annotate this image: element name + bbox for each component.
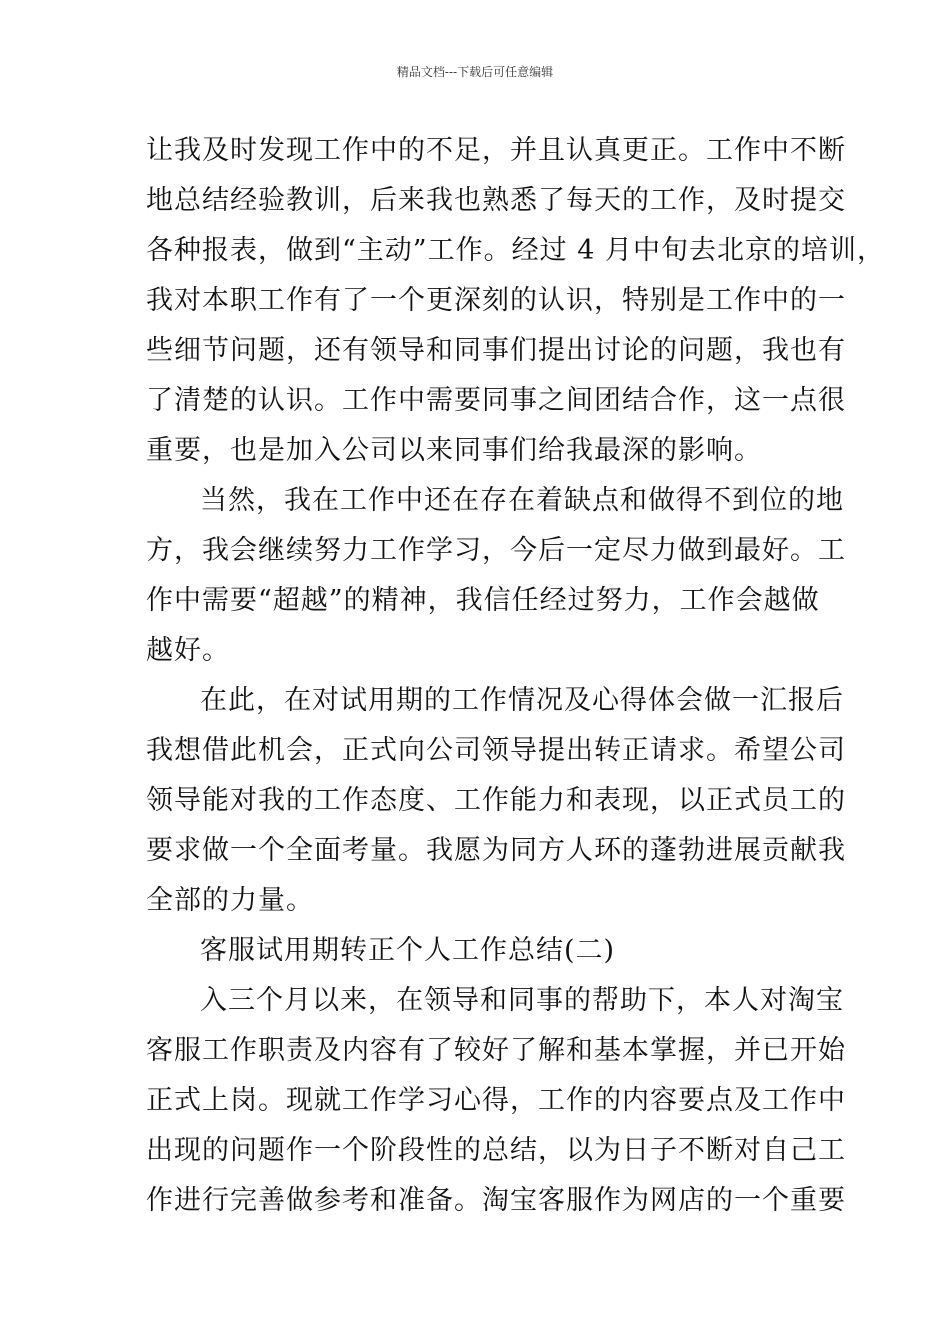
text-line: 在此，在对试用期的工作情况及心得体会做一汇报后 <box>200 685 844 716</box>
text-line: 客服工作职责及内容有了较好了解和基本掌握，并已开始 <box>146 1035 846 1066</box>
text-line: 入三个月以来，在领导和同事的帮助下，本人对淘宝 <box>200 985 844 1016</box>
document-body <box>146 126 885 1226</box>
text-line: 方，我会继续努力工作学习，今后一定尽力做到最好。工 <box>146 535 846 566</box>
text-line: 正式上岗。现就工作学习心得，工作的内容要点及工作中 <box>146 1085 846 1116</box>
section-heading: 客服试用期转正个人工作总结(二) <box>200 935 616 966</box>
text-line: 作中需要“超越”的精神，我信任经过努力，工作会越做 <box>146 585 820 616</box>
text-line: 作进行完善做参考和准备。淘宝客服作为网店的一个重要 <box>146 1185 846 1216</box>
text-line: 让我及时发现工作中的不足，并且认真更正。工作中不断 <box>146 135 846 166</box>
text-line: 全部的力量。 <box>146 885 314 916</box>
text-line: 当然，我在工作中还在存在着缺点和做得不到位的地 <box>200 485 844 516</box>
text-line: 领导能对我的工作态度、工作能力和表现，以正式员工的 <box>146 785 846 816</box>
text-line: 要求做一个全面考量。我愿为同方人环的蓬勃进展贡献我 <box>146 835 846 866</box>
text-line: 了清楚的认识。工作中需要同事之间团结合作，这一点很 <box>146 385 846 416</box>
text-line: 些细节问题，还有领导和同事们提出讨论的问题，我也有 <box>146 335 846 366</box>
text-line: 重要，也是加入公司以来同事们给我最深的影响。 <box>146 435 762 466</box>
text-line: 我想借此机会，正式向公司领导提出转正请求。希望公司 <box>146 735 846 766</box>
page-header: 精品文档---下载后可任意编辑 <box>396 65 554 79</box>
text-line: 出现的问题作一个阶段性的总结，以为日子不断对自己工 <box>146 1135 846 1166</box>
text-line: 地总结经验教训，后来我也熟悉了每天的工作，及时提交 <box>146 185 846 216</box>
text-line: 我对本职工作有了一个更深刻的认识，特别是工作中的一 <box>146 285 846 316</box>
text-line: 各种报表，做到“主动”工作。经过 4 月中旬去北京的培训， <box>146 235 885 266</box>
text-line: 越好。 <box>146 635 230 666</box>
